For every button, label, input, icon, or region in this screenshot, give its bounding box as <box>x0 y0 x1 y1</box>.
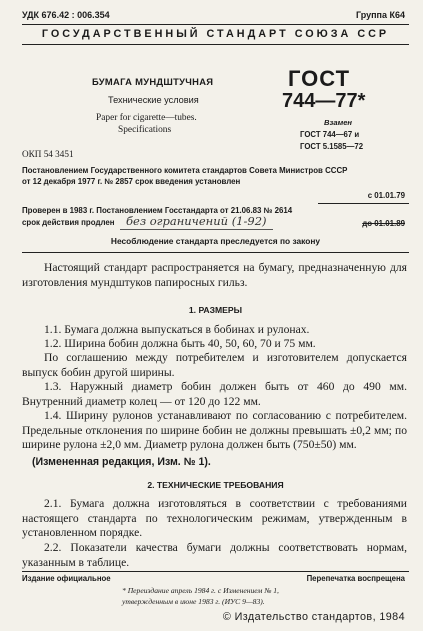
state-standard-band: ГОСУДАРСТВЕННЫЙ СТАНДАРТ СОЮЗА ССР <box>41 28 390 40</box>
document-subtitle: Технические условия <box>108 95 199 105</box>
check-line-2: срок действия продлен <box>22 218 115 227</box>
decree-line-1: Постановлением Государственного комитета стандартов Совета Министров СССР <box>22 166 348 175</box>
reissue-note-line2: утвержденным в июне 1983 г. (ИУС 9—83). <box>122 597 265 606</box>
okp-code: ОКП 54 3451 <box>22 149 74 159</box>
section-2-heading: 2. ТЕХНИЧЕСКИЕ ТРЕБОВАНИЯ <box>147 480 284 490</box>
official-edition-label: Издание официальное <box>22 574 111 583</box>
english-title-line2: Specifications <box>118 125 172 135</box>
clause-2-2: 2.2. Показатели качества бумаги должны соответствовать нормам, указанным в таблице. <box>22 541 407 569</box>
clause-1-4: 1.4. Ширину рулонов устанавливают по согласованию с потребителем. Предельные отклонения по ширине бобин не должны превышать ±0,2 мм; по ширине рулона ±2,0 мм. Диаметр рулона должен быть (750±50) мм. <box>22 409 407 452</box>
replaces-label: Взамен <box>324 118 353 127</box>
clause-1-3: 1.3. Наружный диаметр бобин должен быть от 460 до 490 мм. Внутренний диаметр колец — от 120 до 122 мм. <box>22 380 407 408</box>
section-1-heading: 1. РАЗМЕРЫ <box>188 305 243 315</box>
clause-2-1: 2.1. Бумага должна изготовляться в соответствии с требованиями настоящего стандарта по технологическим режимам, утвержденным в установленном порядке. <box>22 497 407 540</box>
group-code: Группа К64 <box>355 10 405 20</box>
english-title-line1: Paper for cigarette—tubes. <box>96 113 197 123</box>
replaces-standard-2: ГОСТ 5.1585—72 <box>300 142 364 151</box>
decree-date-underline <box>318 203 409 204</box>
clause-1-1: 1.1. Бумага должна выпускаться в бобинах и рулонах. <box>44 323 310 336</box>
udk-code: УДК 676.42 : 006.354 <box>22 10 110 20</box>
document-title: БУМАГА МУНДШТУЧНАЯ <box>92 76 214 87</box>
header-bottom-rule <box>22 44 409 45</box>
decree-date-from: с 01.01.79 <box>367 191 405 200</box>
intro-paragraph: Настоящий стандарт распространяется на бумагу, предназначенную для изготовления мундштуков папиросных гильз. <box>22 261 407 289</box>
footer-rule <box>22 571 409 572</box>
publisher-copyright: © Издательство стандартов, 1984 <box>222 611 405 623</box>
clause-1-2-agreement: По соглашению между потребителем и изготовителем допускается выпуск бобин другой ширины. <box>22 351 407 379</box>
clause-1-2: 1.2. Ширина бобин должна быть 40, 50, 60, 70 и 75 мм. <box>44 337 316 350</box>
replaces-standard-1: ГОСТ 744—67 и <box>300 130 360 139</box>
struck-expiry-date: до 01.01.89 <box>362 219 405 228</box>
decree-bottom-rule <box>22 252 409 253</box>
gost-number: 744—77* <box>282 90 366 112</box>
gost-label: ГОСТ <box>288 66 351 91</box>
law-warning: Несоблюдение стандарта преследуется по закону <box>110 236 321 246</box>
header-top-rule <box>22 24 409 25</box>
amended-edition-note: (Измененная редакция, Изм. № 1). <box>32 456 211 468</box>
reprint-prohibited-label: Перепечатка воспрещена <box>306 574 405 583</box>
handwritten-extension: без ограничений (1-92) <box>120 214 273 230</box>
reissue-note-line1: * Переиздание апрель 1984 г. с Изменением № 1, <box>122 586 279 595</box>
check-line-1: Проверен в 1983 г. Постановлением Госстандарта от 21.06.83 № 2614 <box>22 206 293 215</box>
decree-line-2: от 12 декабря 1977 г. № 2857 срок введения установлен <box>22 177 241 186</box>
